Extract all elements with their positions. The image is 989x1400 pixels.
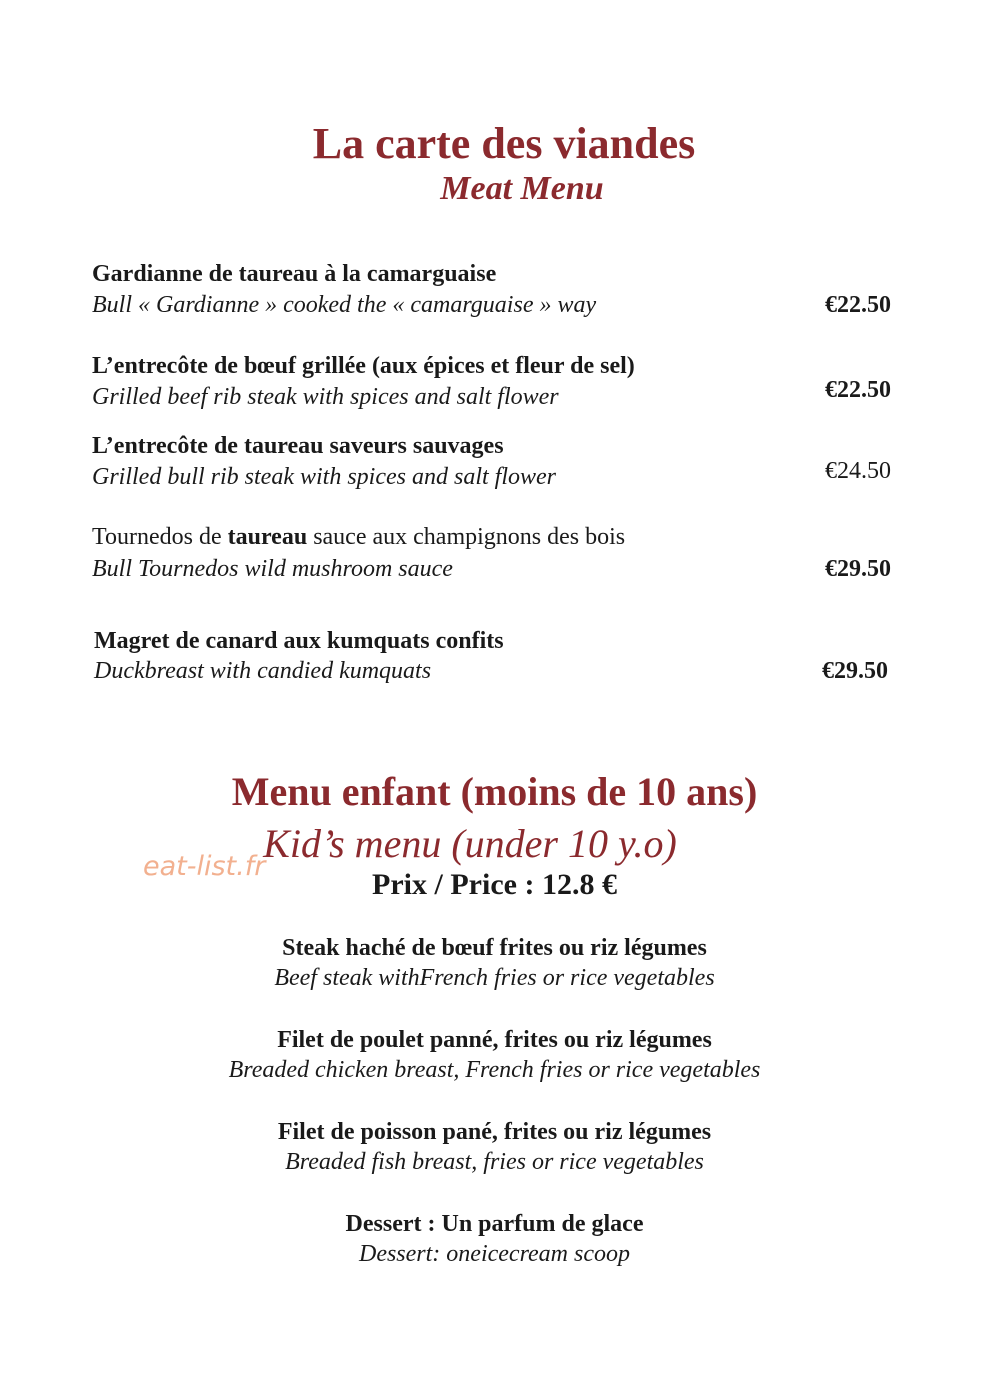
meat-item-name-fr: Magret de canard aux kumquats confits: [94, 628, 504, 654]
kids-menu-title-en: Kid’s menu (under 10 y.o): [263, 821, 677, 866]
meat-item-price: €22.50: [825, 377, 891, 403]
kids-item-name-fr: Steak haché de bœuf frites ou riz légumes: [282, 935, 707, 961]
meat-item-name-fr: L’entrecôte de taureau saveurs sauvages: [92, 433, 504, 459]
meat-item-name-en: Grilled beef rib steak with spices and salt flower: [92, 384, 559, 410]
meat-item-name-fr: [92, 524, 625, 551]
meat-item-name-fr-part: Tournedos de: [92, 524, 228, 550]
meat-item-price: €29.50: [825, 556, 891, 582]
kids-item-name-en: Breaded fish breast, fries or rice vegetables: [285, 1149, 704, 1175]
meat-item-name-fr-part: sauce aux champignons des bois: [307, 524, 626, 550]
kids-menu-title-fr: Menu enfant (moins de 10 ans): [231, 769, 758, 814]
meat-item-price: €22.50: [825, 292, 891, 318]
kids-item-name-fr: Filet de poulet panné, frites ou riz légumes: [277, 1027, 712, 1053]
meat-menu-title-en: Meat Menu: [440, 170, 604, 207]
kids-item-name-fr: Filet de poisson pané, frites ou riz légumes: [277, 1119, 712, 1145]
meat-item-name-fr-bold: taureau: [227, 524, 308, 550]
kids-item-name-en: Breaded chicken breast, French fries or rice vegetables: [228, 1057, 761, 1083]
meat-item-price: €29.50: [822, 658, 888, 684]
kids-item-name-fr: Dessert : Un parfum de glace: [345, 1211, 644, 1237]
meat-item-name-en: Bull Tournedos wild mushroom sauce: [92, 556, 453, 582]
meat-item-name-fr: Gardianne de taureau à la camarguaise: [92, 261, 497, 287]
watermark: eat-list.fr: [143, 851, 266, 882]
meat-item-name-en: Grilled bull rib steak with spices and salt flower: [92, 464, 556, 490]
meat-menu-title-fr: La carte des viandes: [312, 119, 696, 168]
kids-item-name-en: Beef steak withFrench fries or rice vegetables: [274, 965, 715, 991]
meat-item-price: €24.50: [825, 458, 891, 484]
meat-item-name-fr: L’entrecôte de bœuf grillée (aux épices et fleur de sel): [92, 353, 635, 379]
meat-item-name-en: Bull « Gardianne » cooked the « camarguaise » way: [92, 292, 597, 318]
kids-menu-price: Prix / Price : 12.8 €: [372, 868, 617, 901]
meat-item-name-en: Duckbreast with candied kumquats: [94, 658, 432, 684]
kids-item-name-en: Dessert: oneicecream scoop: [358, 1241, 631, 1267]
